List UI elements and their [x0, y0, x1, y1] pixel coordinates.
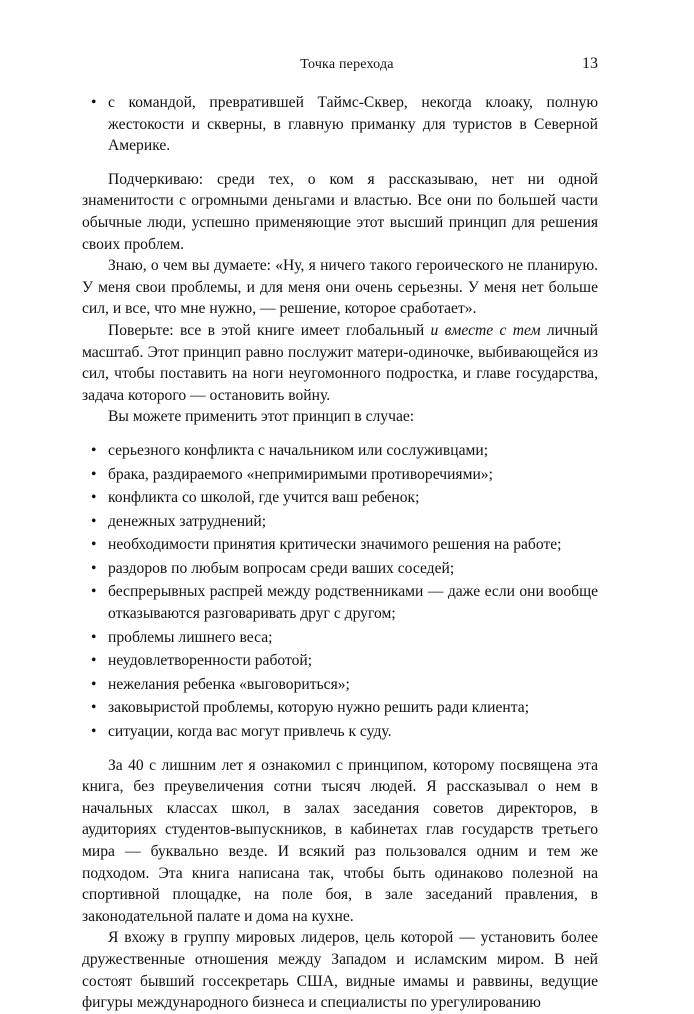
list-item — [82, 674, 598, 696]
paragraph-3 — [82, 320, 598, 406]
paragraph-5: За 40 с лишним лет я ознакомил с принципом, которому посвящена эта книга, без преувеличения сотни тысяч людей. Я рассказывал о нем в начальных классах школ, в залах заседания советов директоров, в аудиториях студентов-выпускников, в кабинетах глав государств третьего мира — буквально везде. И всякий раз пользовался одним и тем же подходом. Эта книга написана так, чтобы быть одинаково полезной на спортивной площадке, на поле боя, в зале заседаний правления, в законодательной палате и дома на кухне. — [82, 756, 598, 925]
bullet-icon: • — [91, 583, 97, 601]
page-number: 13 — [582, 55, 598, 72]
list-item-text: брака, раздираемого «непримиримыми противоречиями»; — [108, 465, 493, 483]
bullet-icon: • — [91, 512, 97, 530]
list-item-text: необходимости принятия критически значимого решения на работе; — [108, 536, 562, 554]
list-item — [82, 558, 598, 580]
list-item — [82, 92, 598, 157]
list-item-text: серьезного конфликта с начальником или сослуживцами; — [108, 441, 489, 459]
list-item-text: денежных затруднений; — [108, 512, 267, 530]
list-item-text: заковыристой проблемы, которую нужно решить ради клиента; — [108, 699, 530, 717]
list-item-text: неудовлетворенности работой; — [108, 652, 313, 670]
paragraph-1: Подчеркиваю: среди тех, о ком я рассказываю, нет ни одной знаменитости с огромными деньгами и властью. Все они по большей части обычные люди, успешно применяющие этот высший принцип для решения своих проблем. — [82, 170, 598, 253]
list-item — [82, 721, 598, 743]
bullet-icon: • — [91, 723, 97, 741]
list-item-text: с командой, превратившей Таймс-Сквер, некогда клоаку, полную жестокости и скверны, в главную приманку для туристов в Северной Америке. — [108, 94, 598, 155]
bullet-icon: • — [91, 536, 97, 554]
intro-list — [82, 92, 598, 157]
paragraph-4: Вы можете применить этот принцип в случае: — [108, 408, 415, 426]
bullet-icon: • — [91, 465, 97, 483]
bullet-icon: • — [91, 489, 97, 507]
list-item — [82, 650, 598, 672]
bullet-icon: • — [91, 94, 97, 111]
list-item — [82, 534, 598, 556]
list-item — [82, 440, 598, 462]
paragraph-3-end: личный масштаб. Этот принцип равно послужит матери-одиночке, выбивающейся из сил, чтобы поставить на ноги неугомонного подростка, и главе государства, задача которого — остановить войну. — [82, 321, 598, 404]
paragraph-2: Знаю, о чем вы думаете: «Ну, я ничего такого героического не планирую. У меня свои проблемы, и для меня они очень серьезны. У меня нет больше сил, и все, что мне нужно, — решение, которое сработает». — [82, 257, 598, 318]
list-item-text: ситуации, когда вас могут привлечь к суду. — [108, 723, 392, 741]
body-text — [82, 92, 598, 1014]
list-item — [82, 697, 598, 719]
emphasis: и вместе с тем — [430, 321, 541, 339]
list-item-text: проблемы лишнего веса; — [108, 628, 273, 646]
list-item — [82, 581, 598, 624]
list-item-text: беспрерывных распрей между родственниками — даже если они вообще отказываются разговаривать друг с другом; — [108, 583, 598, 623]
conditions-list — [82, 440, 598, 743]
list-item — [82, 627, 598, 649]
paragraph-3-start: Поверьте: все в этой книге имеет глобальный — [108, 321, 431, 339]
list-item-text: конфликта со школой, где учится ваш ребенок; — [108, 489, 420, 507]
list-item — [82, 464, 598, 486]
paragraph-6: Я вхожу в группу мировых лидеров, цель которой — установить более дружественные отношения между Западом и исламским миром. В ней состоят бывший госсекретарь США, видные имамы и раввины, ведущие фигуры международного бизнеса и специалисты по урегулированию — [82, 929, 598, 1012]
running-title: Точка перехода — [300, 57, 394, 72]
bullet-icon: • — [91, 699, 97, 717]
bullet-icon: • — [91, 652, 97, 670]
list-item-text: нежелания ребенка «выговориться»; — [108, 675, 350, 693]
bullet-icon: • — [91, 559, 97, 577]
list-item — [82, 487, 598, 509]
bullet-icon: • — [91, 628, 97, 646]
bullet-icon: • — [91, 675, 97, 693]
list-item — [82, 511, 598, 533]
bullet-icon: • — [91, 441, 97, 459]
list-item-text: раздоров по любым вопросам среди ваших соседей; — [108, 559, 455, 577]
